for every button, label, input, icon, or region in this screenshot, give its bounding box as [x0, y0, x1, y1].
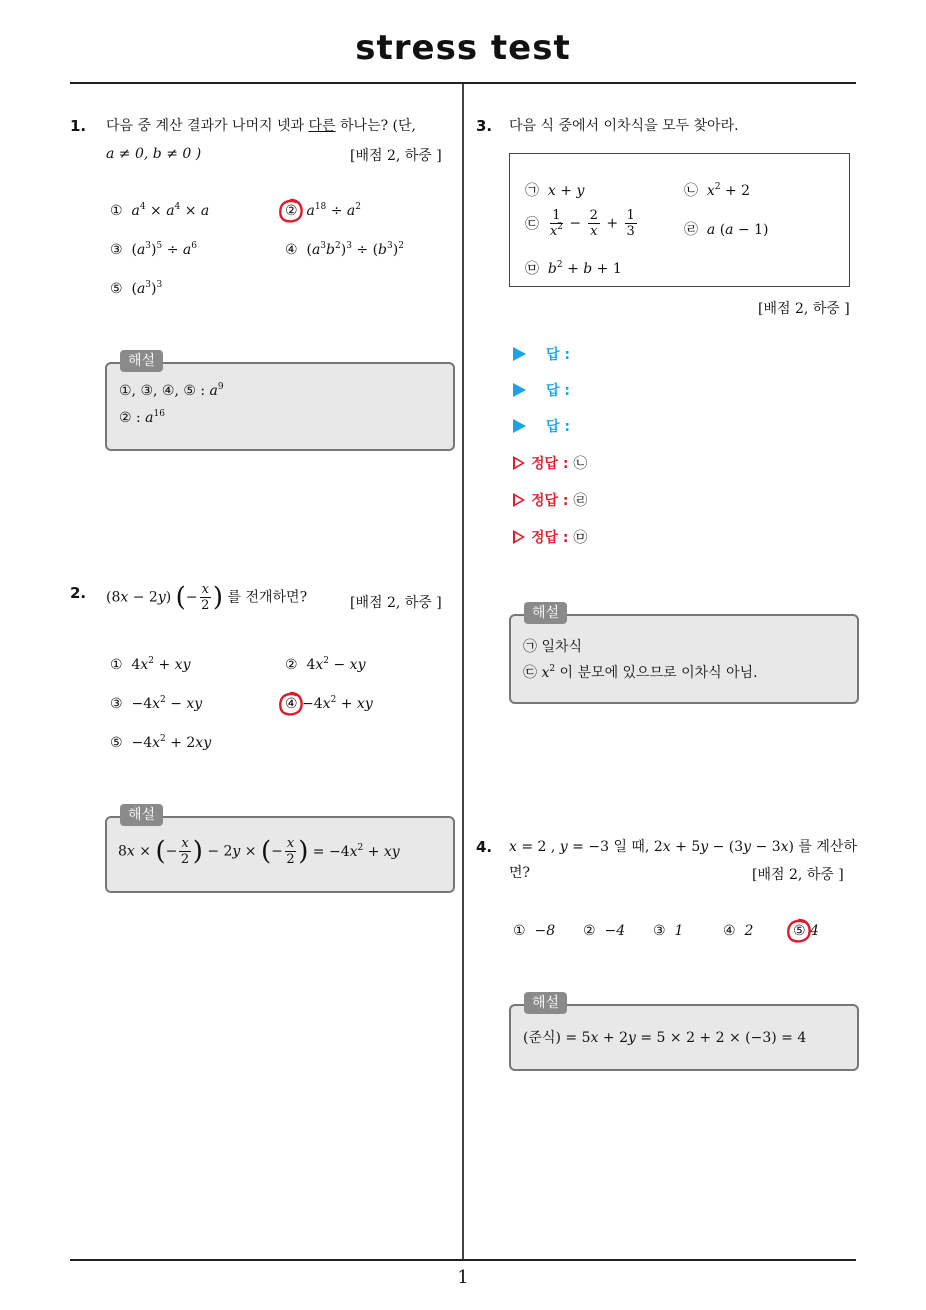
footer-rule: [70, 1259, 856, 1261]
option-marker: ③: [110, 242, 123, 258]
question-1-text-a: 다음 중 계산 결과가 나머지 넷과: [106, 118, 309, 134]
option-marker: ⑤: [110, 735, 123, 751]
option-marker: ③: [110, 696, 123, 712]
correct-answer-1: 정답 : ㉡: [513, 453, 587, 473]
question-3-text: 다음 식 중에서 이차식을 모두 찾아라.: [509, 118, 739, 134]
option-marker: ④: [285, 242, 298, 258]
selected-answer-mark-icon: [278, 691, 304, 717]
solution-q4-line: (준식) = 5x + 2y = 5 × 2 + 2 × (−3) = 4: [523, 1030, 807, 1046]
q3-item-3: ㉢ $\frac{1}{x^2}$ − $\frac{2}{x}$ + $\frac{1}{3}$: [525, 208, 635, 239]
q2-option-2[interactable]: ② $4x^2$ − xy: [285, 656, 366, 673]
question-1-meta: [배점 2, 하중 ]: [350, 148, 442, 164]
option-marker: ①: [110, 657, 123, 673]
question-4-meta: [배점 2, 하중 ]: [752, 867, 844, 883]
page-number: 1: [457, 1267, 469, 1288]
option-marker: ①: [110, 203, 123, 219]
solution-label: 해설: [524, 602, 567, 624]
question-3-meta: [배점 2, 하중 ]: [758, 301, 850, 317]
answer-input-2[interactable]: 답 :: [513, 380, 570, 400]
play-triangle-icon: [513, 419, 526, 433]
q2-option-1[interactable]: ① $4x^2$ + xy: [110, 656, 191, 673]
solution-label: 해설: [524, 992, 567, 1014]
question-2-text-suffix: 를 전개하면?: [223, 589, 308, 606]
answer-input-3[interactable]: 답 :: [513, 416, 570, 436]
q3-item-4: ㉣ a (a − 1): [684, 222, 769, 238]
q1-option-3[interactable]: ③ $(a^3)^5 \div a^6$: [110, 241, 197, 258]
q1-option-4[interactable]: ④ $(a^3b^2)^3 \div (b^3)^2$: [285, 241, 404, 258]
q4-option-2[interactable]: ② −4: [583, 923, 626, 939]
q1-option-1[interactable]: ① $a^4 \times a^4 \times a$: [110, 202, 210, 219]
solution-q3-line-2: ㉢ $x^2$ 이 분모에 있으므로 이차식 아님.: [523, 664, 758, 681]
solution-box-q3: [509, 614, 859, 704]
q2-option-5[interactable]: ⑤ $-4x^2 + 2xy$: [110, 734, 212, 751]
q4-option-3[interactable]: ③ 1: [653, 923, 684, 939]
question-1-text-b: 하나는? (단,: [335, 118, 416, 134]
q2-option-4[interactable]: ④ $-4x^2$ + xy: [285, 695, 373, 712]
q4-option-1[interactable]: ① −8: [513, 923, 556, 939]
q3-item-1: ㉠ x + y: [525, 183, 585, 199]
q4-option-5[interactable]: ⑤ 4: [793, 923, 819, 939]
question-number-1: 1.: [70, 117, 87, 135]
column-divider: [462, 84, 464, 1260]
correct-answer-3: 정답 : ㉤: [513, 527, 587, 547]
solution-q1-line-2: ② : $a^{16}$: [119, 409, 165, 426]
question-1-text: [106, 113, 458, 139]
outline-triangle-icon: [513, 456, 525, 470]
selected-answer-mark-icon: [278, 198, 304, 224]
selected-answer-mark-icon: [786, 918, 812, 944]
option-marker: ⑤: [110, 281, 123, 297]
solution-q3-line-1: ㉠ 일차식: [523, 639, 583, 655]
question-number-4: 4.: [476, 838, 493, 856]
play-triangle-icon: [513, 347, 526, 361]
option-marker: ②: [285, 657, 298, 673]
solution-q1-line-1: ①, ③, ④, ⑤ : $a^9$: [119, 382, 224, 399]
q3-item-5: ㉤ $b^2 + b + 1$: [525, 260, 622, 277]
option-marker: ②: [285, 203, 298, 219]
question-4-text: x = 2 , y = −3 일 때, 2x + 5y − (3y − 3x) 를 계산하: [509, 839, 857, 855]
question-1-underlined-word: 다른: [308, 118, 336, 134]
outline-triangle-icon: [513, 493, 525, 507]
q3-item-2: ㉡ $x^2 + 2$: [684, 182, 751, 199]
q4-option-4[interactable]: ④ 2: [723, 923, 754, 939]
option-marker: ④: [285, 696, 298, 712]
page-title: stress test: [355, 28, 571, 68]
correct-answer-2: 정답 : ㉣: [513, 490, 587, 510]
q1-option-2[interactable]: ② $a^{18} \div a^2$: [285, 202, 361, 219]
question-2-text: (8x − 2y) (− $\frac{x}{2}$ ) 를 전개하면?: [106, 582, 308, 613]
solution-box-q1: [105, 362, 455, 451]
solution-q2-line: 8x × (− $\frac{x}{2}$ ) − 2y × (− $\frac{x}{2}$ ) = $-4x^2$ + xy: [118, 836, 400, 867]
solution-label: 해설: [120, 804, 163, 826]
q2-option-3[interactable]: ③ $-4x^2$ − xy: [110, 695, 203, 712]
question-number-3: 3.: [476, 117, 493, 135]
solution-label: 해설: [120, 350, 163, 372]
question-4-text-line2: 면?: [509, 865, 531, 881]
q1-option-5[interactable]: ⑤ $(a^3)^3$: [110, 280, 163, 297]
answer-input-1[interactable]: 답 :: [513, 344, 570, 364]
question-2-meta: [배점 2, 하중 ]: [350, 595, 442, 611]
play-triangle-icon: [513, 383, 526, 397]
question-number-2: 2.: [70, 584, 87, 602]
outline-triangle-icon: [513, 530, 525, 544]
question-1-condition: a ≠ 0, b ≠ 0 ): [106, 146, 202, 162]
